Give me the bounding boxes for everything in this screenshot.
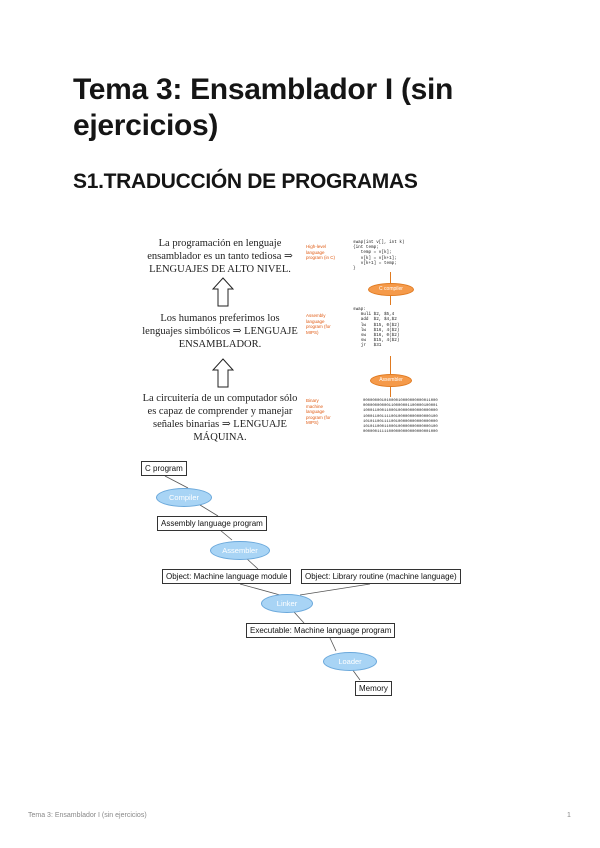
page-title: Tema 3: Ensamblador I (sin ejercicios) xyxy=(73,73,454,142)
memory-box: Memory xyxy=(355,681,392,696)
object-module-box: Object: Machine language module xyxy=(162,569,291,584)
translation-flow-figure xyxy=(140,458,470,703)
assembly-code: swap: muli $2, $5,4 add $2, $4,$2 lw $15, 0($2) lw $16, 4($2) sw $16, 0($2) sw $15, 4($2) jr $31 xyxy=(353,307,400,349)
assembler-oval: Assembler xyxy=(370,374,412,387)
arrow-connector xyxy=(390,272,391,283)
c-compiler-oval: C compiler xyxy=(368,283,414,296)
arrow-connector xyxy=(390,386,391,397)
assembly-program-box: Assembly language program xyxy=(157,516,267,531)
c-code: swap(int v[], int k) {int temp; temp = v[k]; v[k] = v[k+1]; v[k+1] = temp; } xyxy=(353,240,405,272)
loader-oval: Loader xyxy=(323,652,377,671)
connector-line xyxy=(294,612,304,623)
assembly-level-text: Los humanos preferimos los lenguajes simbólicos ⇒ LENGUAJE ENSAMBLADOR. xyxy=(142,313,298,350)
connector-line xyxy=(300,584,370,595)
page-number: 1 xyxy=(567,812,571,819)
arrow-connector xyxy=(390,356,391,374)
footer-title: Tema 3: Ensamblador I (sin ejercicios) xyxy=(28,812,147,819)
assembler-oval: Assembler xyxy=(210,541,270,560)
connector-line xyxy=(200,505,218,516)
section-heading: S1.TRADUCCIÓN DE PROGRAMAS xyxy=(73,170,418,193)
connector-line xyxy=(330,638,336,651)
c-program-box: C program xyxy=(141,461,187,476)
object-library-box: Object: Library routine (machine language) xyxy=(301,569,461,584)
high-level-text: La programación en lenguaje ensamblador es un tanto tediosa ⇒ LENGUAJES DE ALTO NIVEL. xyxy=(147,238,293,275)
binary-code: 00000000101000010000000000011000 00000000000110000001100000100001 10001100011000100000000000000000 10001100111100100000000000000100 10101100111100100000000000000000 10101100011000100000000000000100 00000011111000000000000000001000 xyxy=(363,399,438,435)
arrow-connector xyxy=(390,295,391,305)
machine-level-text: La circuitería de un computador sólo es capaz de comprender y manejar señales binarias ⇒ LENGUAJE MÁQUINA. xyxy=(142,393,298,443)
linker-oval: Linker xyxy=(261,594,313,613)
connector-line xyxy=(165,476,188,488)
connector-line xyxy=(240,584,280,595)
assembly-label: Assembly language program (for MIPS) xyxy=(306,313,331,335)
up-arrow-icon xyxy=(212,277,234,307)
connector-line xyxy=(220,530,232,540)
language-levels-figure xyxy=(130,230,470,460)
executable-box: Executable: Machine language program xyxy=(246,623,395,638)
binary-label: Binary machine language program (for MIPS) xyxy=(306,398,331,425)
up-arrow-icon xyxy=(212,358,234,388)
high-level-label: High-level language program (in C) xyxy=(306,244,336,260)
compiler-oval: Compiler xyxy=(156,488,212,507)
